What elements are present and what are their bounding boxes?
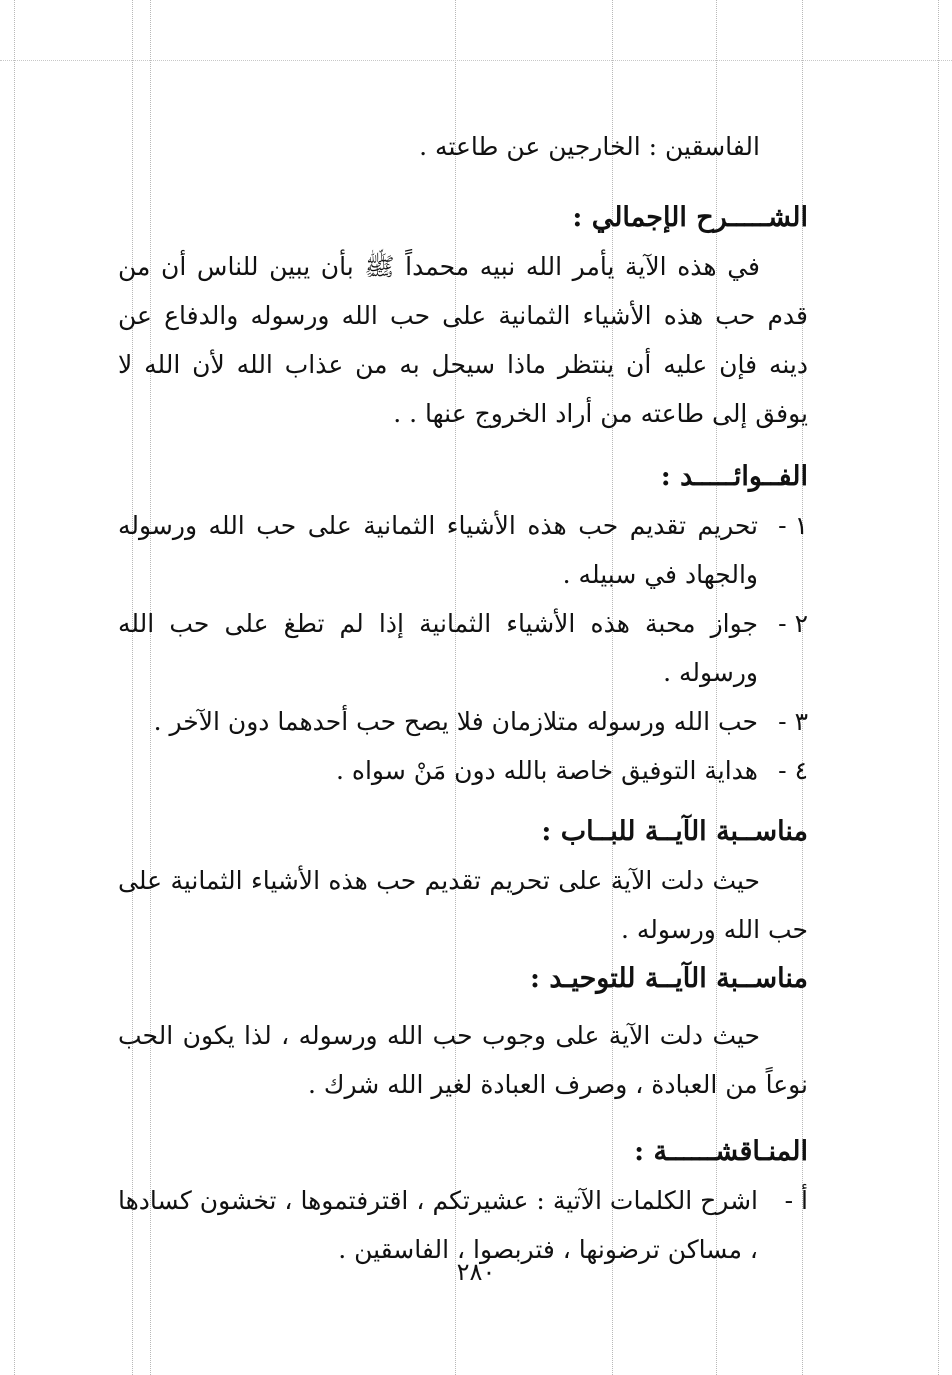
munasaba-bab-paragraph: حيث دلت الآية على تحريم تقديم حب هذه الأشياء الثمانية على حب الله ورسوله . [118,866,808,944]
list-item [118,599,808,697]
scan-guide-line [938,0,939,1375]
list-item-number: ٤ - [778,756,808,785]
list-item-number: ٣ - [778,707,808,736]
section-heading-sharh: الشـــــرح الإجمالي : [572,202,808,233]
munasaba-tawhid-paragraph: حيث دلت الآية على وجوب حب الله ورسوله ، لذا يكون الحب نوعاً من العبادة ، وصرف العبادة لغير الله شرك . [118,1021,808,1099]
list-item-text: هداية التوفيق خاصة بالله دون مَنْ سواه . [335,756,758,785]
sharh-paragraph: في هذه الآية يأمر الله نبيه محمداً ﷺ بأن يبين للناس أن من قدم حب هذه الأشياء الثمانية على حب الله ورسوله والدفاع عن دينه فإن عليه أن ينتظر ماذا سيحل به من عذاب الله لأن الله لا يوفق إلى طاعته من أراد الخروج عنها . . [118,252,808,428]
section-heading-fawaid: الفــوائـــــد : [660,461,808,492]
scan-guide-line [14,0,15,1375]
list-item-number: أ - [784,1186,808,1215]
scan-guide-line [0,60,952,61]
list-item-number: ٢ - [778,609,808,638]
page-number: ٢٨٠ [456,1258,496,1286]
list-item-text: تحريم تقديم حب هذه الأشياء الثمانية على حب الله ورسوله والجهاد في سبيله . [118,511,758,589]
fawaid-list [118,501,808,795]
list-item [118,746,808,795]
list-item-text: اشرح الكلمات الآتية : عشيرتكم ، اقترفتموها ، تخشون كسادها ، مساكن ترضونها ، فتربصوا ، الفاسقين . [118,1186,758,1264]
list-item-text: حب الله ورسوله متلازمان فلا يصح حب أحدهما دون الآخر . [153,707,758,736]
list-item-number: ١ - [778,511,808,540]
section-heading-munaqasha: المنـاقشــــــة : [634,1136,808,1167]
definition-line: الفاسقين : الخارجين عن طاعته . [419,132,760,161]
list-item-text: جواز محبة هذه الأشياء الثمانية إذا لم تطغ على حب الله ورسوله . [118,609,758,687]
section-heading-munasaba-tawhid: مناســبة الآيــة للتوحيـد : [529,963,808,994]
list-item [118,501,808,599]
list-item [118,697,808,746]
section-heading-munasaba-bab: مناســبة الآيــة للبــاب : [541,816,808,847]
page-content [118,118,808,1274]
